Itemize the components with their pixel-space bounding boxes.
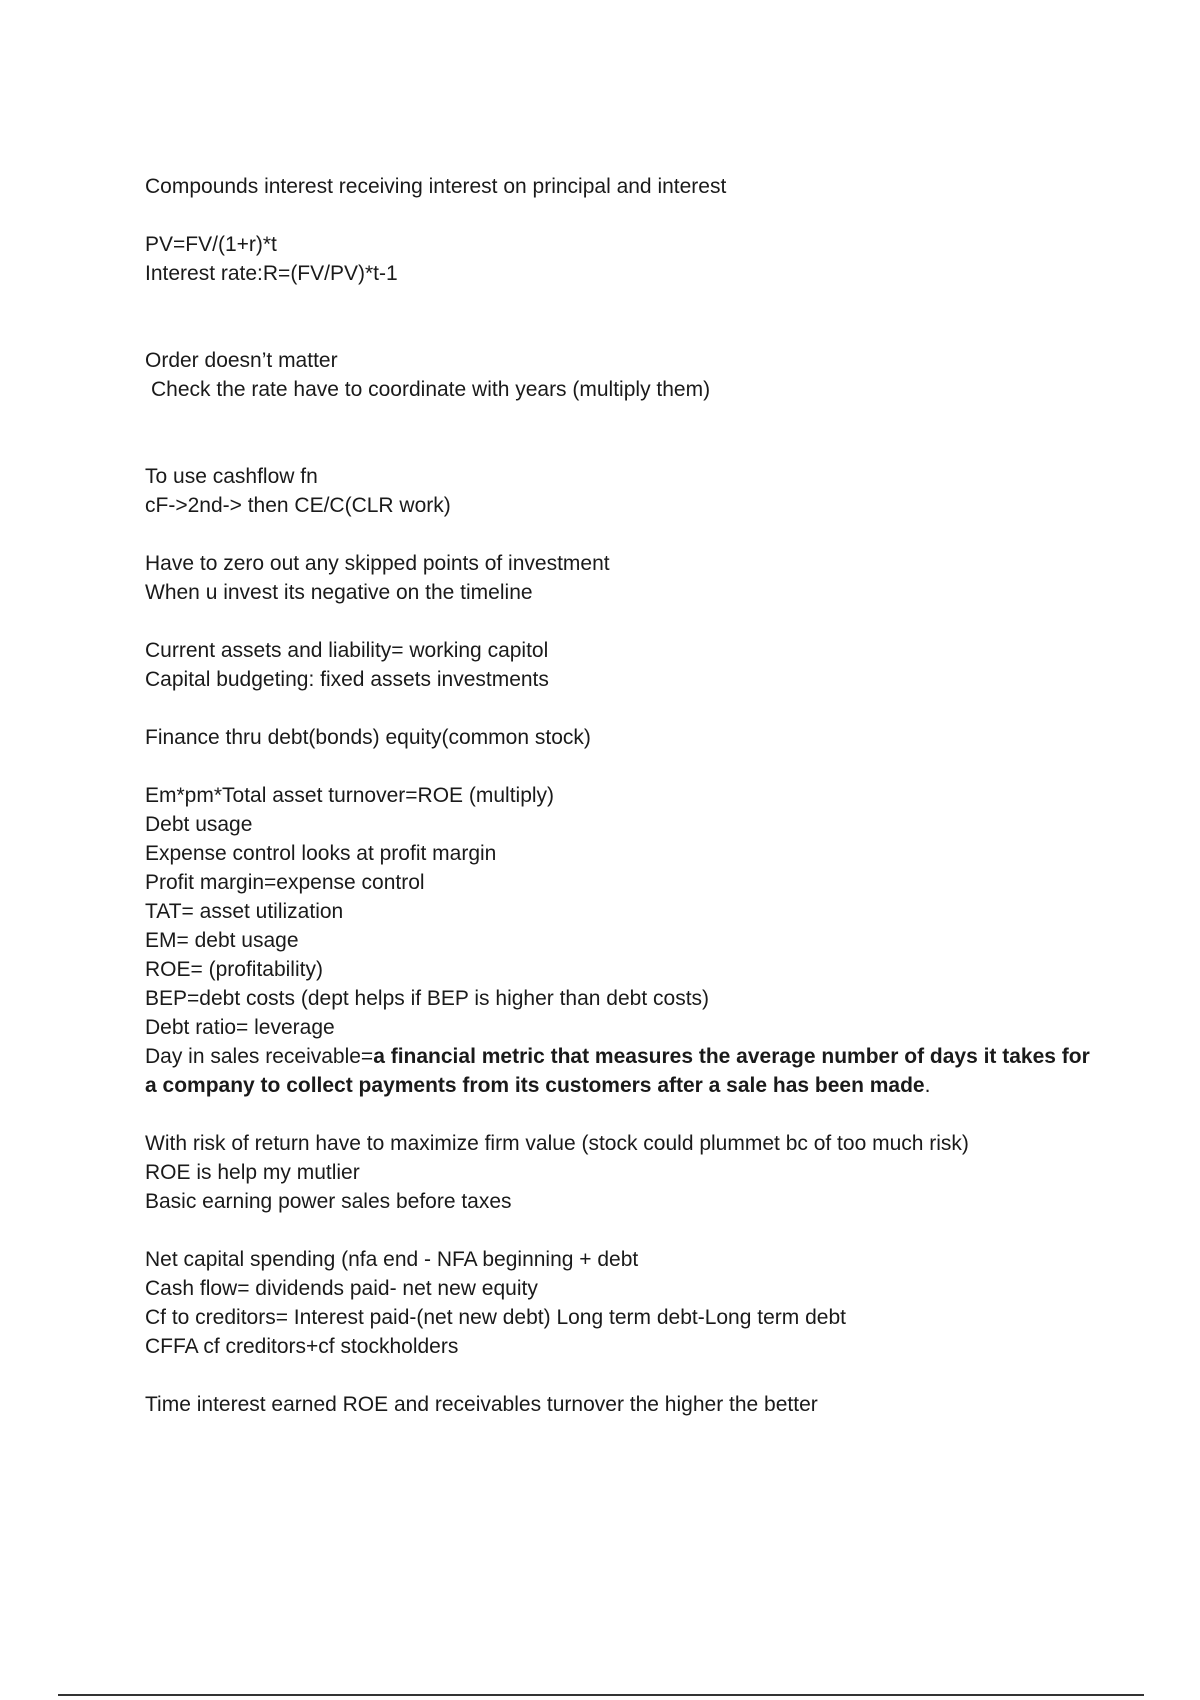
text-line: Debt usage <box>145 813 253 836</box>
definition-text: a financial metric that measures the average number of days it takes for a company to collect payments from its customers after a sale has been made <box>145 1045 1090 1097</box>
text-line: Capital budgeting: fixed assets investments <box>145 668 549 691</box>
spacer <box>145 1216 1105 1245</box>
text-line: Debt ratio= leverage <box>145 1016 335 1039</box>
text-line: Current assets and liability= working capitol <box>145 639 549 662</box>
text-line: CFFA cf creditors+cf stockholders <box>145 1335 459 1358</box>
text-line: Expense control looks at profit margin <box>145 842 497 865</box>
spacer <box>145 520 1105 549</box>
text-line: With risk of return have to maximize firm value (stock could plummet bc of too much risk) <box>145 1132 969 1155</box>
text-line: Check the rate have to coordinate with years (multiply them) <box>151 378 711 401</box>
text-line: Net capital spending (nfa end - NFA beginning + debt <box>145 1248 639 1271</box>
text-line: Em*pm*Total asset turnover=ROE (multiply) <box>145 784 555 807</box>
text-line: When u invest its negative on the timeline <box>145 581 533 604</box>
definition-term: Day in sales receivable= <box>145 1045 374 1068</box>
spacer <box>145 694 1105 723</box>
text-line: Have to zero out any skipped points of investment <box>145 552 610 575</box>
text-line: ROE is help my mutlier <box>145 1161 360 1184</box>
text-line: Compounds interest receiving interest on principal and interest <box>145 175 727 198</box>
text-line: To use cashflow fn <box>145 465 318 488</box>
text-line: Finance thru debt(bonds) equity(common stock) <box>145 726 591 749</box>
definition-period: . <box>924 1074 931 1097</box>
text-line: cF->2nd-> then CE/C(CLR work) <box>145 494 451 517</box>
notes-body <box>145 172 1105 1419</box>
text-line: Time interest earned ROE and receivables turnover the higher the better <box>145 1393 818 1416</box>
spacer <box>145 752 1105 781</box>
text-line: TAT= asset utilization <box>145 900 344 923</box>
text-line: ROE= (profitability) <box>145 958 323 981</box>
spacer <box>145 288 1105 346</box>
spacer <box>145 404 1105 462</box>
text-line: Profit margin=expense control <box>145 871 425 894</box>
text-line: Interest rate:R=(FV/PV)*t-1 <box>145 262 398 285</box>
text-line: Order doesn’t matter <box>145 349 338 372</box>
definition-paragraph <box>145 1042 1105 1100</box>
text-line: Basic earning power sales before taxes <box>145 1190 512 1213</box>
spacer <box>145 1361 1105 1390</box>
text-line: Cash flow= dividends paid- net new equity <box>145 1277 538 1300</box>
spacer <box>145 1100 1105 1129</box>
spacer <box>145 607 1105 636</box>
spacer <box>145 201 1105 230</box>
page-bottom-rule <box>58 1694 1144 1696</box>
text-line: BEP=debt costs (dept helps if BEP is higher than debt costs) <box>145 987 710 1010</box>
text-line: Cf to creditors= Interest paid-(net new debt) Long term debt-Long term debt <box>145 1306 846 1329</box>
text-line: PV=FV/(1+r)*t <box>145 233 277 256</box>
text-line: EM= debt usage <box>145 929 299 952</box>
